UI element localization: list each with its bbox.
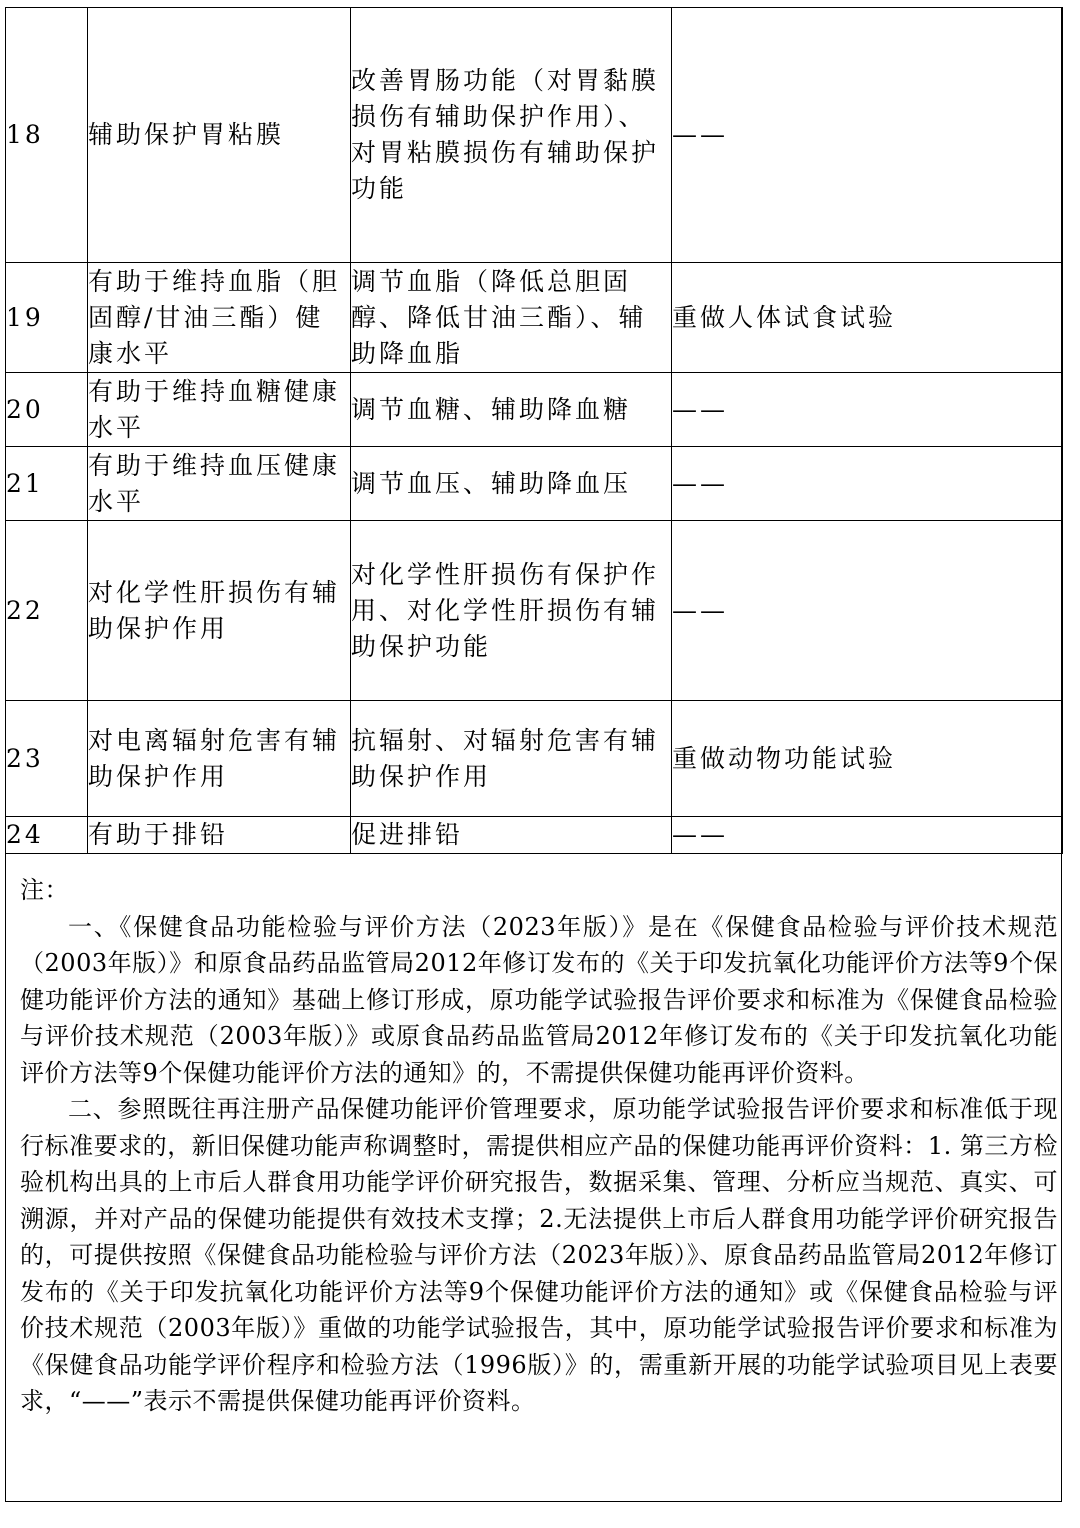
re-evaluation-requirement: ——	[672, 817, 1063, 854]
table-row	[6, 373, 1063, 447]
re-evaluation-requirement: ——	[672, 373, 1063, 447]
new-function-name: 有助于维持血糖健康水平	[88, 373, 351, 447]
table-row	[6, 263, 1063, 373]
row-number: 20	[6, 373, 88, 447]
table-row	[6, 8, 1063, 263]
re-evaluation-requirement: ——	[672, 521, 1063, 701]
table-row	[6, 817, 1063, 854]
original-function-name: 改善胃肠功能（对胃黏膜损伤有辅助保护作用）、对胃粘膜损伤有辅助保护功能	[351, 8, 672, 263]
new-function-name: 辅助保护胃粘膜	[88, 8, 351, 263]
original-function-name: 调节血脂（降低总胆固醇、降低甘油三酯）、辅助降血脂	[351, 263, 672, 373]
re-evaluation-requirement: 重做人体试食试验	[672, 263, 1063, 373]
new-function-name: 有助于维持血脂（胆固醇/甘油三酯）健康水平	[88, 263, 351, 373]
new-function-name: 对化学性肝损伤有辅助保护作用	[88, 521, 351, 701]
note-paragraph-2: 二、参照既往再注册产品保健功能评价管理要求，原功能学试验报告评价要求和标准低于现行标准要求的，新旧保健功能声称调整时，需提供相应产品的保健功能再评价资料：1. 第三方检验机构出具的上市后人群食用功能学评价研究报告，数据采集、管理、分析应当规范、真实、可溯源，并对产品的保健功能提供有效技术支撑；2.无法提供上市后人群食用功能学评价研究报告的，可提供按照《保健食品功能检验与评价方法（2023年版）》、原食品药品监管局2012年修订发布的《关于印发抗氧化功能评价方法等9个保健功能评价方法的通知》或《保健食品检验与评价技术规范（2003年版）》重做的功能学试验报告，其中，原功能学试验报告评价要求和标准为《保健食品功能学评价程序和检验方法（1996版）》的，需重新开展的功能学试验项目见上表要求，“——”表示不需提供保健功能再评价资料。	[20, 1095, 1058, 1415]
original-function-name: 对化学性肝损伤有保护作用、对化学性肝损伤有辅助保护功能	[351, 521, 672, 701]
new-function-name: 有助于维持血压健康水平	[88, 447, 351, 521]
re-evaluation-requirement: ——	[672, 8, 1063, 263]
function-table	[5, 7, 1063, 854]
original-function-name: 调节血压、辅助降血压	[351, 447, 672, 521]
re-evaluation-requirement: 重做动物功能试验	[672, 701, 1063, 817]
notes-section	[20, 872, 1058, 1420]
original-function-name: 抗辐射、对辐射危害有辅助保护作用	[351, 701, 672, 817]
row-number: 21	[6, 447, 88, 521]
row-number: 19	[6, 263, 88, 373]
new-function-name: 对电离辐射危害有辅助保护作用	[88, 701, 351, 817]
row-number: 22	[6, 521, 88, 701]
table-row	[6, 701, 1063, 817]
original-function-name: 调节血糖、辅助降血糖	[351, 373, 672, 447]
row-number: 18	[6, 8, 88, 263]
re-evaluation-requirement: ——	[672, 447, 1063, 521]
new-function-name: 有助于排铅	[88, 817, 351, 854]
row-number: 23	[6, 701, 88, 817]
table-row	[6, 521, 1063, 701]
notes-heading: 注：	[20, 876, 69, 904]
row-number: 24	[6, 817, 88, 854]
table-row	[6, 447, 1063, 521]
original-function-name: 促进排铅	[351, 817, 672, 854]
note-paragraph-1: 一、《保健食品功能检验与评价方法（2023年版）》是在《保健食品检验与评价技术规范（2003年版）》和原食品药品监管局2012年修订发布的《关于印发抗氧化功能评价方法等9个保健功能评价方法的通知》基础上修订形成，原功能学试验报告评价要求和标准为《保健食品检验与评价技术规范（2003年版）》或原食品药品监管局2012年修订发布的《关于印发抗氧化功能评价方法等9个保健功能评价方法的通知》的，不需提供保健功能再评价资料。	[20, 912, 1058, 1087]
